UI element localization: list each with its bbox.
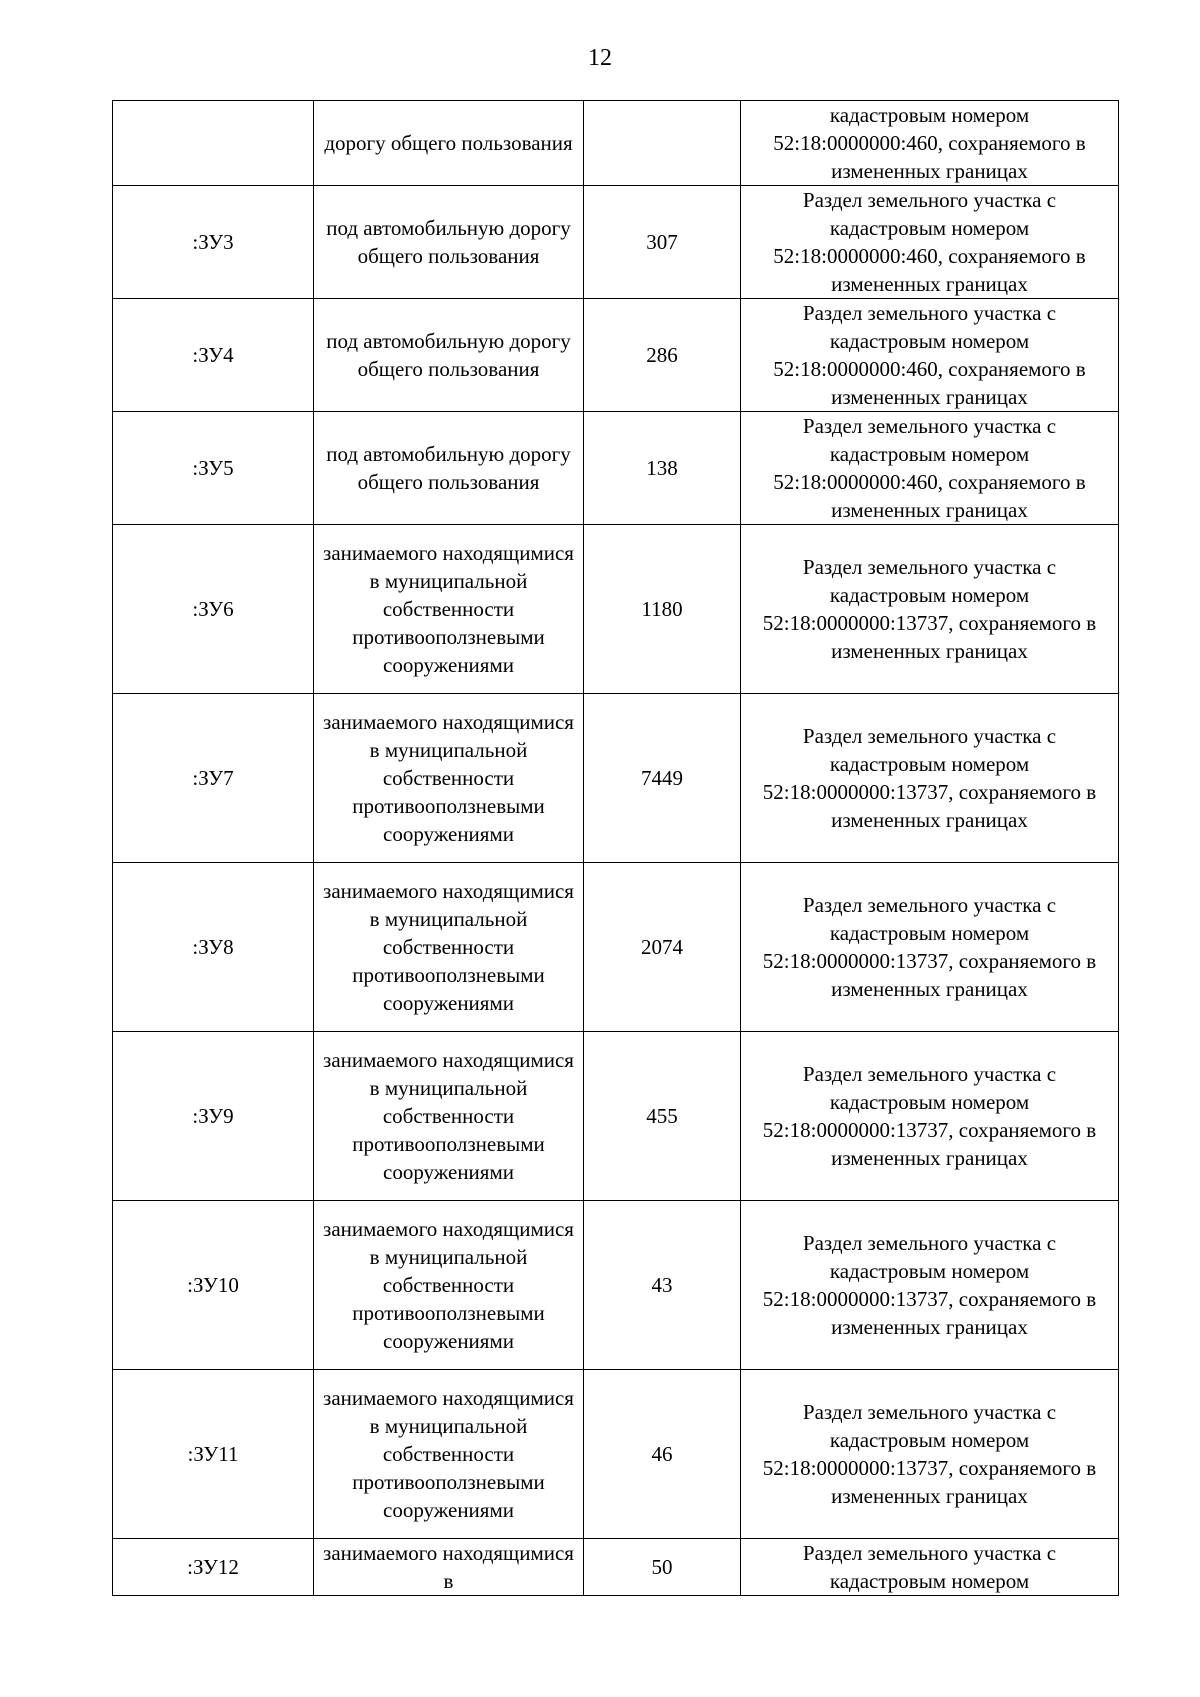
plot-area-cell: 43 — [584, 1201, 741, 1370]
plot-note-cell: Раздел земельного участка с кадастровым номером 52:18:0000000:460, сохраняемого в измененных границах — [741, 299, 1119, 412]
plot-area-cell: 307 — [584, 186, 741, 299]
plot-id-cell: :ЗУ11 — [113, 1370, 314, 1539]
page-number: 12 — [588, 45, 612, 71]
plot-id-cell: :ЗУ7 — [113, 694, 314, 863]
plot-area-cell: 286 — [584, 299, 741, 412]
plot-note-cell: Раздел земельного участка с кадастровым номером 52:18:0000000:13737, сохраняемого в измененных границах — [741, 525, 1119, 694]
plot-purpose-cell: под автомобильную дорогу общего пользования — [314, 412, 584, 525]
plot-purpose-cell: под автомобильную дорогу общего пользования — [314, 186, 584, 299]
plot-purpose-cell: под автомобильную дорогу общего пользования — [314, 299, 584, 412]
plot-id-cell: :ЗУ8 — [113, 863, 314, 1032]
plot-area-cell: 46 — [584, 1370, 741, 1539]
table-row — [113, 1539, 1119, 1596]
plot-id-cell: :ЗУ12 — [113, 1539, 314, 1596]
plot-note-cell: Раздел земельного участка с кадастровым номером 52:18:0000000:460, сохраняемого в измененных границах — [741, 186, 1119, 299]
table-row — [113, 1032, 1119, 1201]
table-row — [113, 101, 1119, 186]
table-row — [113, 863, 1119, 1032]
plot-purpose-cell: занимаемого находящимися в муниципальной собственности противооползневыми сооружениями — [314, 863, 584, 1032]
plot-id-cell: :ЗУ10 — [113, 1201, 314, 1370]
plot-area-cell: 1180 — [584, 525, 741, 694]
plot-area-cell: 2074 — [584, 863, 741, 1032]
plot-note-cell: Раздел земельного участка с кадастровым номером 52:18:0000000:13737, сохраняемого в измененных границах — [741, 1201, 1119, 1370]
plot-purpose-cell: занимаемого находящимися в — [314, 1539, 584, 1596]
table-row — [113, 186, 1119, 299]
table-row — [113, 1370, 1119, 1539]
plot-note-cell: Раздел земельного участка с кадастровым номером 52:18:0000000:13737, сохраняемого в измененных границах — [741, 1032, 1119, 1201]
plot-note-cell: кадастровым номером 52:18:0000000:460, сохраняемого в измененных границах — [741, 101, 1119, 186]
plot-purpose-cell: занимаемого находящимися в муниципальной собственности противооползневыми сооружениями — [314, 1370, 584, 1539]
plot-id-cell: :ЗУ5 — [113, 412, 314, 525]
plot-note-cell: Раздел земельного участка с кадастровым номером 52:18:0000000:13737, сохраняемого в измененных границах — [741, 1370, 1119, 1539]
plot-purpose-cell: занимаемого находящимися в муниципальной собственности противооползневыми сооружениями — [314, 525, 584, 694]
plot-area-cell — [584, 101, 741, 186]
plot-area-cell: 138 — [584, 412, 741, 525]
plot-purpose-cell: занимаемого находящимися в муниципальной собственности противооползневыми сооружениями — [314, 694, 584, 863]
plot-purpose-cell: занимаемого находящимися в муниципальной собственности противооползневыми сооружениями — [314, 1032, 584, 1201]
table-row — [113, 694, 1119, 863]
plot-note-cell: Раздел земельного участка с кадастровым номером — [741, 1539, 1119, 1596]
table-row — [113, 299, 1119, 412]
plot-note-cell: Раздел земельного участка с кадастровым номером 52:18:0000000:13737, сохраняемого в измененных границах — [741, 694, 1119, 863]
plot-purpose-cell: занимаемого находящимися в муниципальной собственности противооползневыми сооружениями — [314, 1201, 584, 1370]
table-row — [113, 1201, 1119, 1370]
plot-area-cell: 455 — [584, 1032, 741, 1201]
plot-id-cell — [113, 101, 314, 186]
plot-id-cell: :ЗУ6 — [113, 525, 314, 694]
table-row — [113, 525, 1119, 694]
plot-area-cell: 50 — [584, 1539, 741, 1596]
plot-note-cell: Раздел земельного участка с кадастровым номером 52:18:0000000:460, сохраняемого в измененных границах — [741, 412, 1119, 525]
table-row — [113, 412, 1119, 525]
plot-id-cell: :ЗУ9 — [113, 1032, 314, 1201]
plot-area-cell: 7449 — [584, 694, 741, 863]
plot-note-cell: Раздел земельного участка с кадастровым номером 52:18:0000000:13737, сохраняемого в измененных границах — [741, 863, 1119, 1032]
land-plots-table — [112, 100, 1119, 1596]
plot-purpose-cell: дорогу общего пользования — [314, 101, 584, 186]
plot-id-cell: :ЗУ4 — [113, 299, 314, 412]
plot-id-cell: :ЗУ3 — [113, 186, 314, 299]
